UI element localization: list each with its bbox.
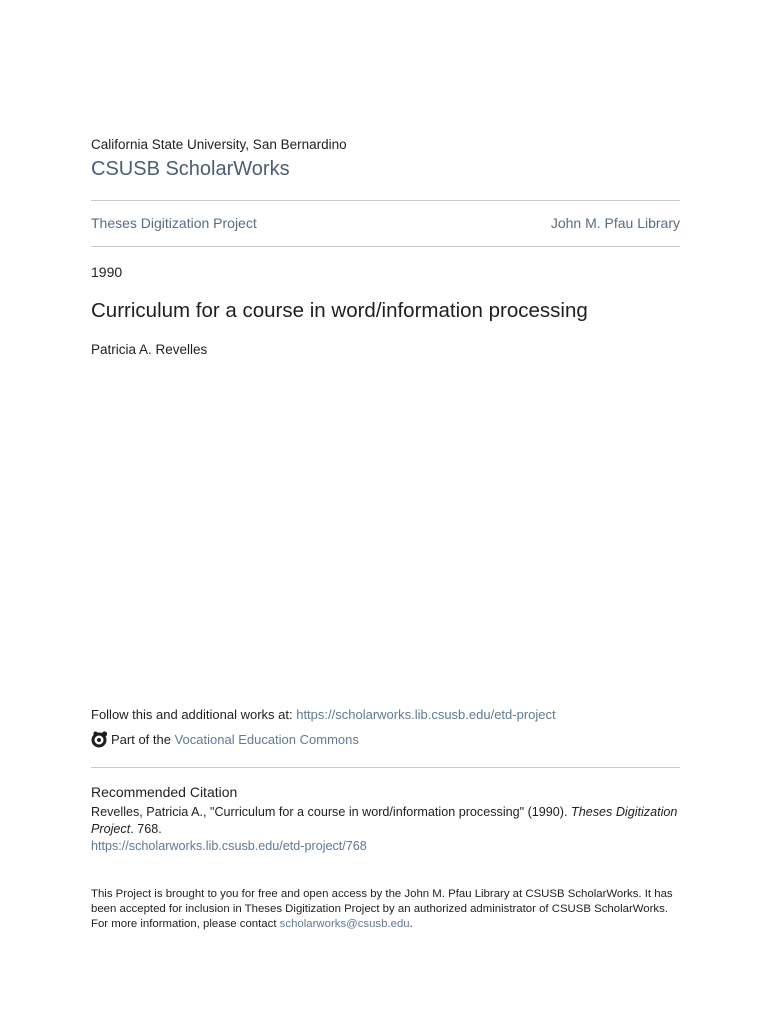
- contact-email-link[interactable]: scholarworks@csusb.edu: [279, 918, 410, 930]
- commons-network-icon: [91, 730, 109, 748]
- author-name: Patricia A. Revelles: [91, 342, 208, 357]
- citation-text: Revelles, Patricia A., "Curriculum for a course in word/information processing" (1990).: [91, 805, 572, 819]
- series-row: [91, 215, 680, 231]
- series-link[interactable]: Theses Digitization Project: [91, 215, 257, 231]
- citation-url[interactable]: https://scholarworks.lib.csusb.edu/etd-project/768: [91, 839, 367, 853]
- access-notice: [91, 887, 680, 932]
- commons-link[interactable]: Vocational Education Commons: [174, 731, 359, 747]
- citation-block: [91, 804, 680, 855]
- series-divider: [91, 246, 680, 247]
- citation-divider: [91, 767, 680, 768]
- citation-heading: Recommended Citation: [91, 784, 238, 800]
- follow-prefix: Follow this and additional works at:: [91, 707, 297, 722]
- institution-name: California State University, San Bernardino: [91, 137, 347, 152]
- citation-series: Theses Digitization Project: [91, 805, 678, 836]
- publication-year: 1990: [91, 264, 123, 280]
- part-of-line: [91, 730, 680, 748]
- citation-number: . 768.: [130, 822, 162, 836]
- repository-name[interactable]: CSUSB ScholarWorks: [91, 158, 290, 180]
- follow-line: [91, 707, 680, 722]
- follow-link[interactable]: https://scholarworks.lib.csusb.edu/etd-project: [296, 707, 556, 722]
- access-notice-end: .: [409, 918, 413, 930]
- access-notice-text: This Project is brought to you for free and open access by the John M. Pfau Library at CSUSB ScholarWorks. It has been accepted for inclusion in Theses Digitization Project by an authorized administrator of CSUSB ScholarWorks. For more information, please contact: [91, 888, 673, 930]
- library-link[interactable]: John M. Pfau Library: [550, 215, 680, 231]
- part-of-prefix: Part of the: [111, 731, 175, 747]
- top-divider: [91, 200, 680, 201]
- work-title: Curriculum for a course in word/information processing: [91, 299, 588, 322]
